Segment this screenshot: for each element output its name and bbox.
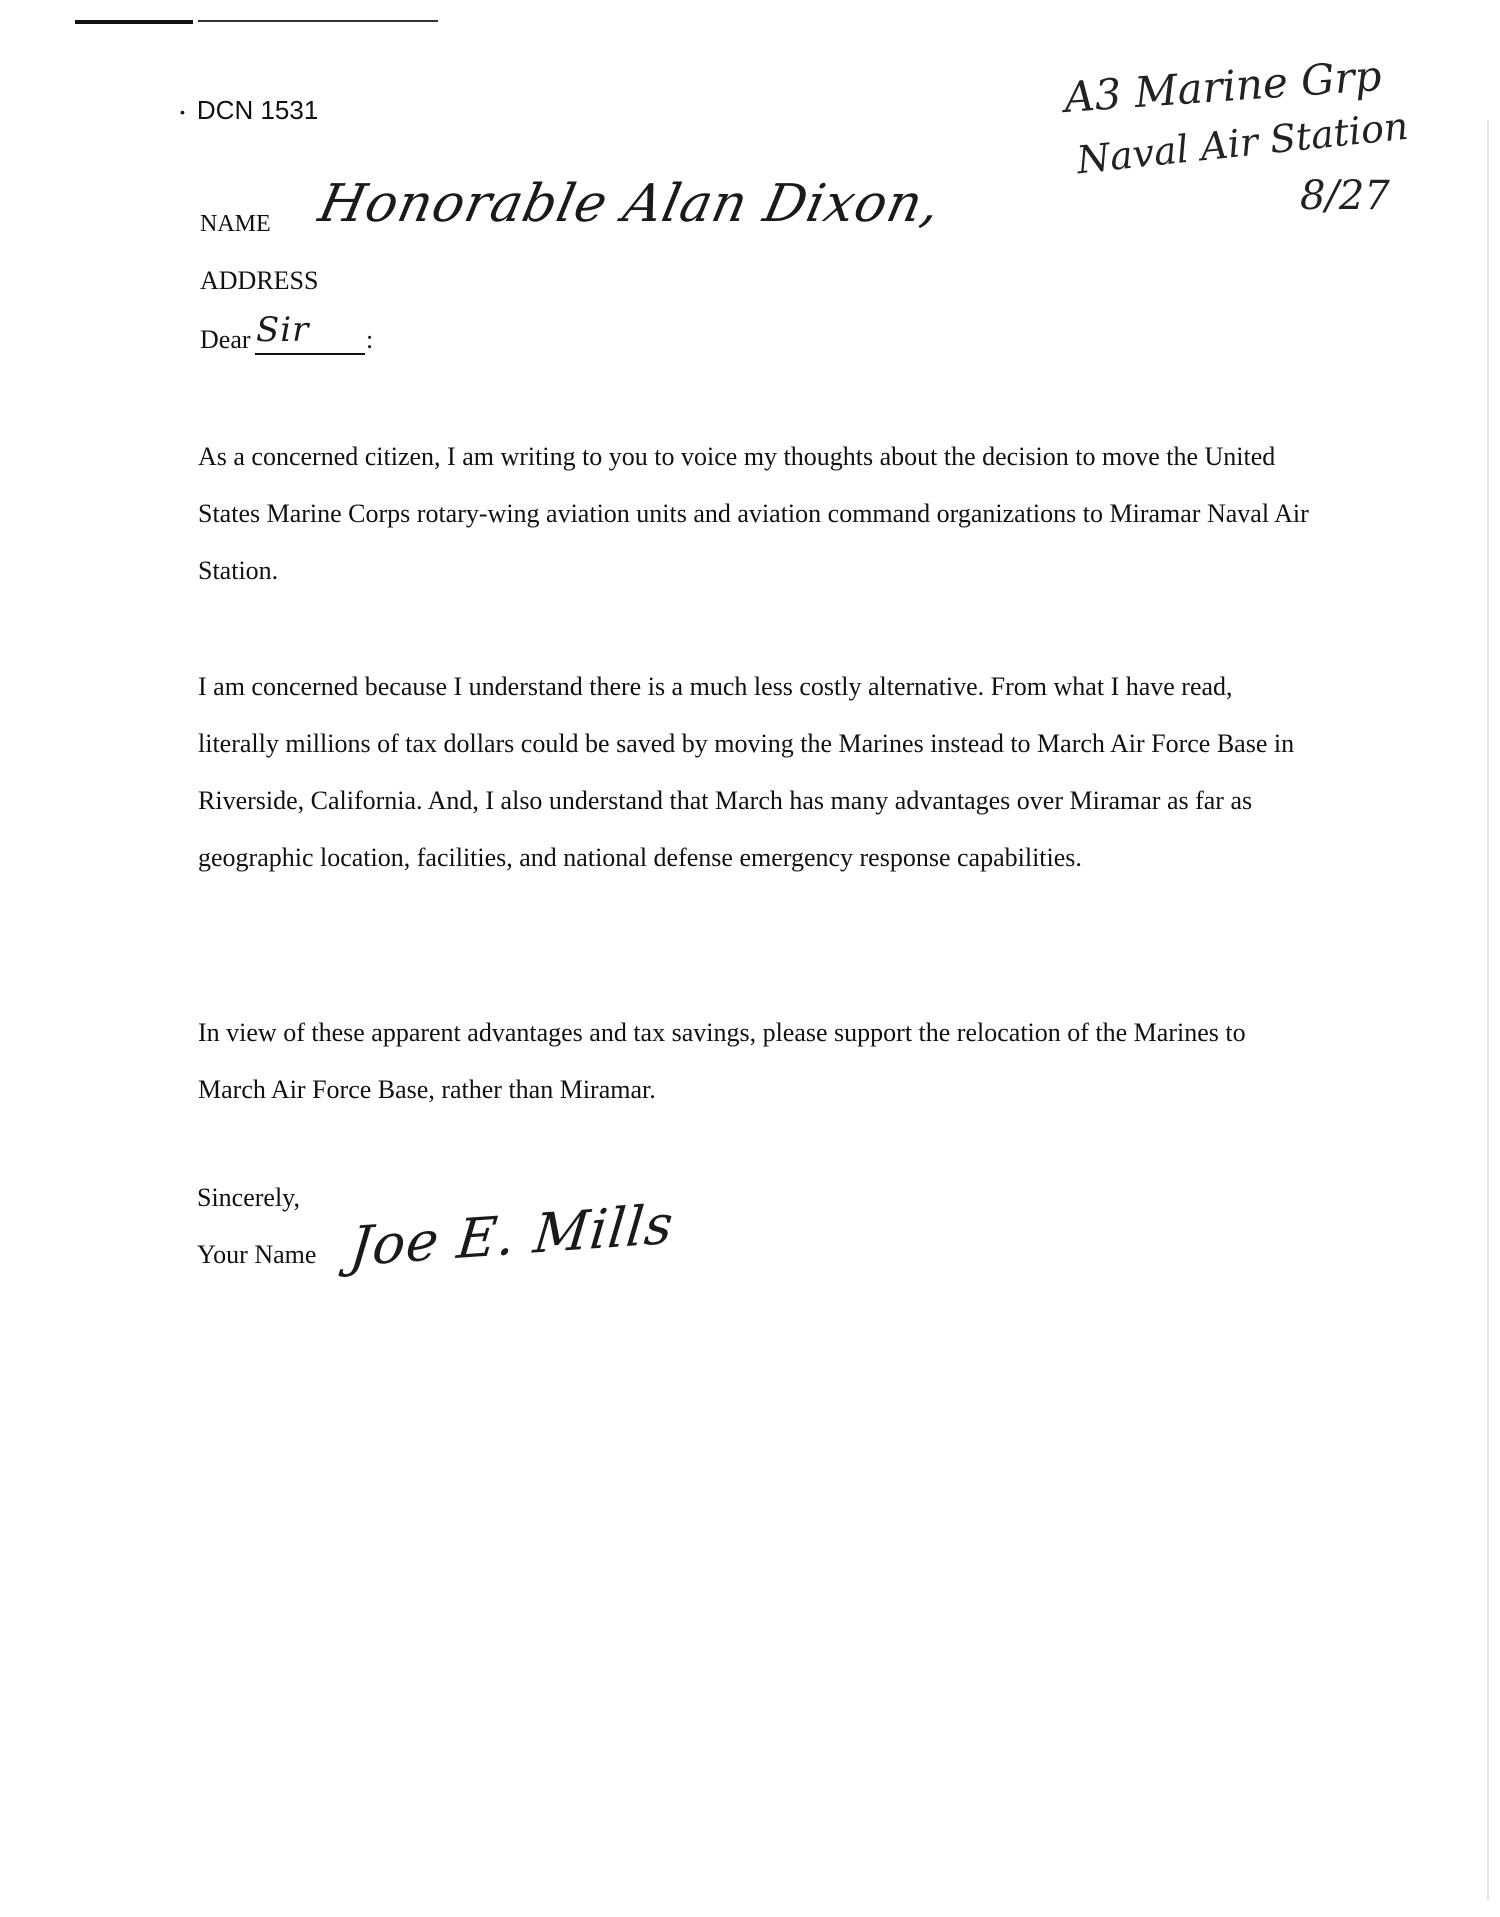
salutation-colon: : [366,325,374,354]
name-label: NAME [200,211,271,237]
handwritten-signature: Joe E. Mills [347,1192,677,1279]
header-rule [75,20,193,24]
letter-paragraph: In view of these apparent advantages and tax savings, please support the relocation of the Marines to March Air Force Base, rather than Miramar. [198,1018,1246,1104]
salutation-blank-line [255,353,365,355]
margin-note-line: 8/27 [1300,173,1390,219]
header-rule [198,20,438,22]
margin-note-line: Naval Air Station [1074,103,1411,183]
document-reference [180,95,318,126]
reference-number: DCN 1531 [196,95,319,125]
margin-note-line: A3 Marine Grp [1062,50,1384,123]
closing: Sincerely, [197,1183,300,1212]
salutation-prefix: Dear [200,325,251,354]
handwritten-salutation: Sir [256,310,310,350]
handwritten-recipient-name: Honorable Alan Dixon, [313,174,947,234]
bullet-icon: • [180,104,185,121]
scan-edge [1487,120,1489,1900]
letter-paragraph: I am concerned because I understand there is a much less costly alternative. From what I have read, literally millions of tax dollars could be saved by moving the Marines instead to March Air Force Base in Riverside, California. And, I also understand that March has many advantages over Miramar as far as geographic location, facilities, and national defense emergency response capabilities. [198,672,1295,872]
signature-label: Your Name [197,1240,317,1269]
address-label: ADDRESS [200,266,319,295]
letter-paragraph: As a concerned citizen, I am writing to you to voice my thoughts about the decision to move the United States Marine Corps rotary-wing aviation units and aviation command organizations to Miramar Naval Air Station. [198,442,1309,585]
